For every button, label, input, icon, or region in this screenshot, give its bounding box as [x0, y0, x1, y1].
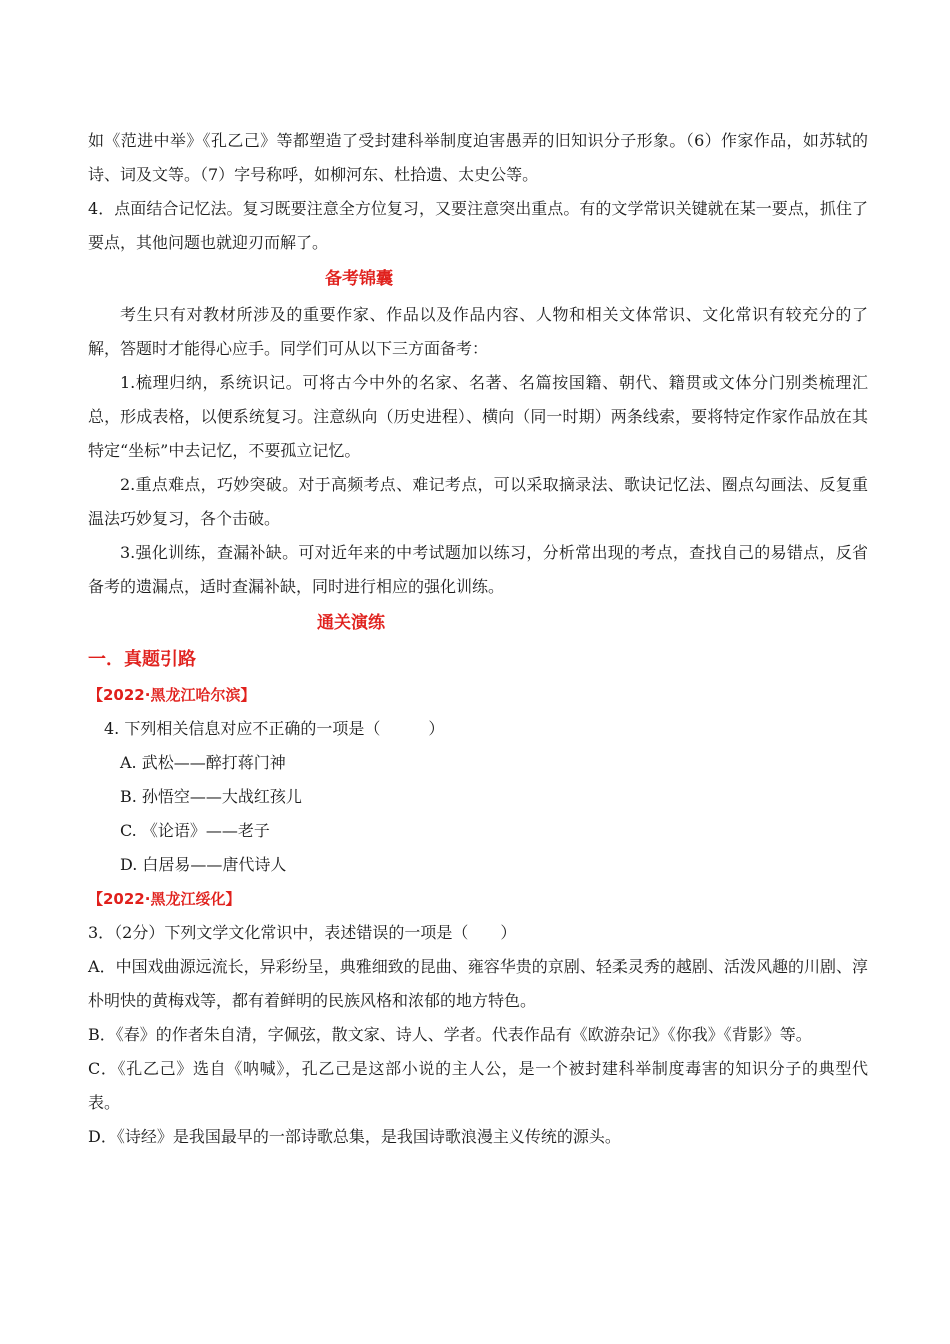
q2-source-tag: 【2022·黑龙江绥化】 [88, 890, 241, 908]
point-4-paragraph: 4．点面结合记忆法。复习既要注意全方位复习，又要注意突出重点。有的文学常识关键就在某一要点，抓住了要点，其他问题也就迎刃而解了。 [88, 199, 868, 252]
practice-heading: 通关演练 [317, 613, 385, 633]
q1-source-tag: 【2022·黑龙江哈尔滨】 [88, 686, 256, 704]
intro-paragraph: 如《范进中举》《孔乙己》等都塑造了受封建科举制度迫害愚弄的旧知识分子形象。（6）作家作品，如苏轼的诗、词及文等。（7）字号称呼，如柳河东、杜拾遗、太史公等。 [88, 131, 868, 184]
prep-item-2: 2.重点难点，巧妙突破。对于高频考点、难记考点，可以采取摘录法、歌诀记忆法、圈点勾画法、反复重温法巧妙复习，各个击破。 [88, 475, 868, 528]
q1-stem: 4. 下列相关信息对应不正确的一项是（ ） [104, 719, 445, 738]
q1-option-a: A. 武松——醉打蒋门神 [120, 753, 286, 772]
section-title: 一．真题引路 [88, 649, 196, 670]
q2-stem: 3．（2分）下列文学文化常识中，表述错误的一项是（ ） [88, 923, 517, 942]
q1-option-b: B. 孙悟空——大战红孩儿 [120, 787, 302, 806]
q2-option-b: B．《春》的作者朱自清，字佩弦，散文家、诗人、学者。代表作品有《欧游杂记》《你我》《背影》等。 [88, 1025, 812, 1044]
q1-option-d: D. 白居易——唐代诗人 [120, 855, 287, 874]
prep-item-3: 3.强化训练，查漏补缺。可对近年来的中考试题加以练习，分析常出现的考点，查找自己的易错点，反省备考的遗漏点，适时查漏补缺，同时进行相应的强化训练。 [88, 543, 868, 596]
document-page [88, 124, 868, 1154]
prep-item-1: 1.梳理归纳，系统识记。可将古今中外的名家、名著、名篇按国籍、朝代、籍贯或文体分门别类梳理汇总，形成表格，以便系统复习。注意纵向（历史进程）、横向（同一时期）两条线索，要将特定作家作品放在其特定“坐标”中去记忆，不要孤立记忆。 [88, 373, 868, 460]
prep-heading: 备考锦囊 [325, 269, 393, 289]
prep-intro: 考生只有对教材所涉及的重要作家、作品以及作品内容、人物和相关文体常识、文化常识有较充分的了解，答题时才能得心应手。同学们可从以下三方面备考： [88, 305, 868, 358]
q2-option-d: D．《诗经》是我国最早的一部诗歌总集，是我国诗歌浪漫主义传统的源头。 [88, 1127, 621, 1146]
practice-heading-row [88, 604, 868, 642]
q1-option-c: C. 《论语》——老子 [120, 821, 270, 840]
prep-heading-row [88, 260, 868, 298]
q2-option-c: C．《孔乙己》选自《呐喊》，孔乙己是这部小说的主人公，是一个被封建科举制度毒害的知识分子的典型代表。 [88, 1059, 868, 1112]
q2-option-a: A．中国戏曲源远流长，异彩纷呈，典雅细致的昆曲、雍容华贵的京剧、轻柔灵秀的越剧、活泼风趣的川剧、淳朴明快的黄梅戏等，都有着鲜明的民族风格和浓郁的地方特色。 [88, 957, 868, 1010]
